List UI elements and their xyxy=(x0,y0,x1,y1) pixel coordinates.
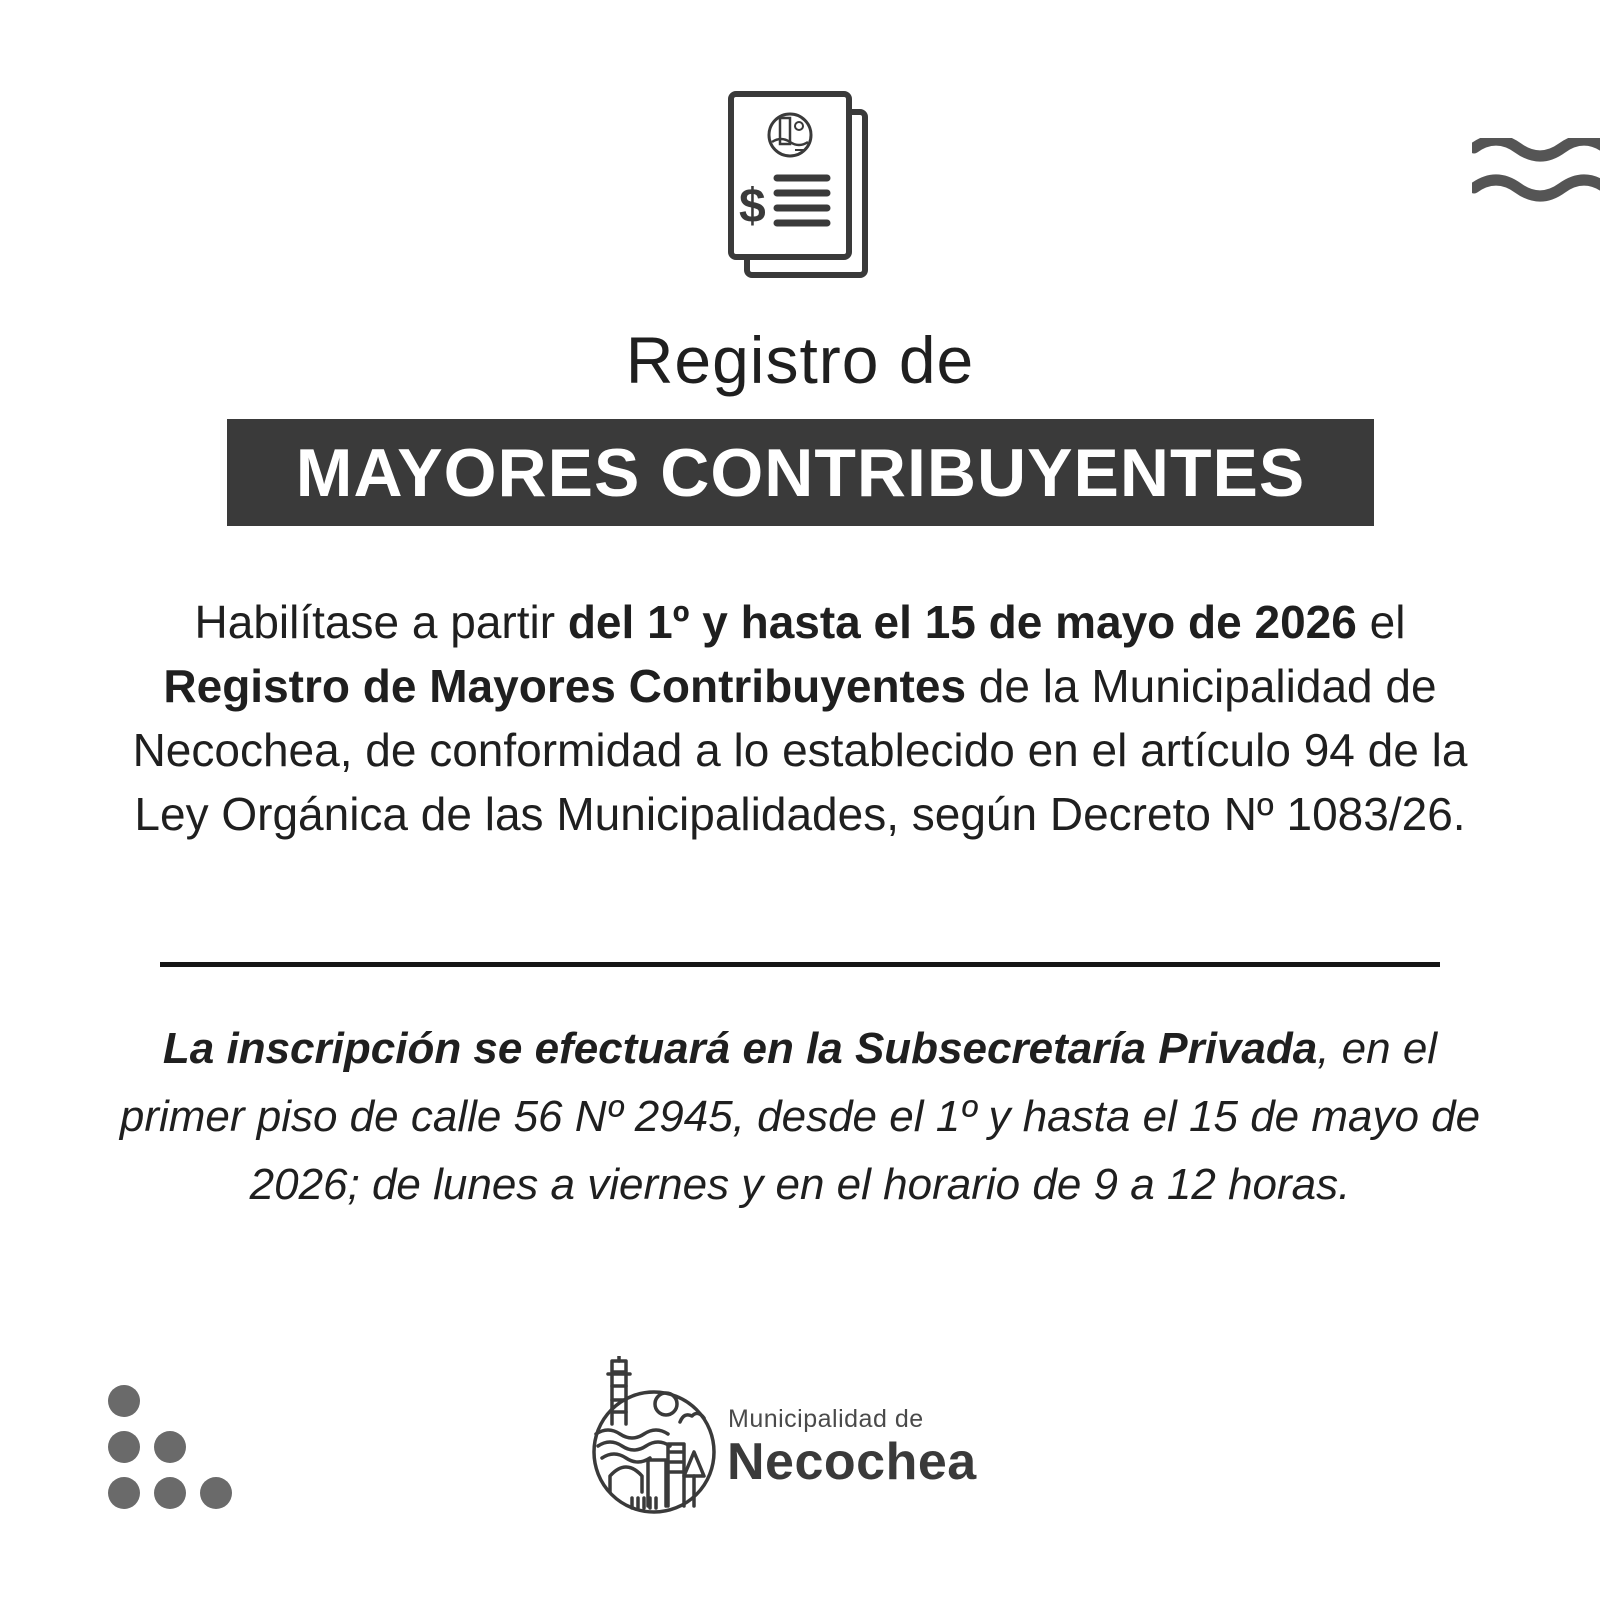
announcement-registry-name: Registro de Mayores Contribuyentes xyxy=(163,660,967,712)
invoice-document-icon xyxy=(725,90,875,285)
currency-symbol: $ xyxy=(739,180,766,233)
municipality-logo xyxy=(588,1356,1018,1516)
logo-name: Necochea xyxy=(727,1433,977,1491)
title-banner: MAYORES CONTRIBUYENTES xyxy=(227,419,1374,526)
announcement-text: el xyxy=(1356,596,1406,648)
necochea-emblem-icon xyxy=(588,1356,728,1516)
announcement-text: Habilítase a partir xyxy=(194,596,568,648)
announcement-text: de la Municipalidad de Necochea, de conformidad a lo establecido en el artículo 94 de la Ley Orgánica de las Municipalidades, según Decreto Nº 1083/26. xyxy=(132,660,1468,840)
page-title: Registro de xyxy=(625,323,975,397)
logo-subtitle: Municipalidad de xyxy=(728,1405,924,1433)
registration-location: La inscripción se efectuará en la Subsecretaría Privada xyxy=(162,1024,1318,1073)
waves-icon xyxy=(1472,138,1600,210)
dots-pattern-icon xyxy=(108,1385,238,1515)
announcement-paragraph xyxy=(120,590,1480,846)
registration-info xyxy=(100,1015,1500,1219)
divider xyxy=(160,962,1440,967)
announcement-dates: del 1º y hasta el 15 de mayo de 2026 xyxy=(567,596,1357,648)
registration-details: , en el primer piso de calle 56 Nº 2945, desde el 1º y hasta el 15 de mayo de 2026; de lunes a viernes y en el horario de 9 a 12 horas. xyxy=(119,1024,1481,1209)
